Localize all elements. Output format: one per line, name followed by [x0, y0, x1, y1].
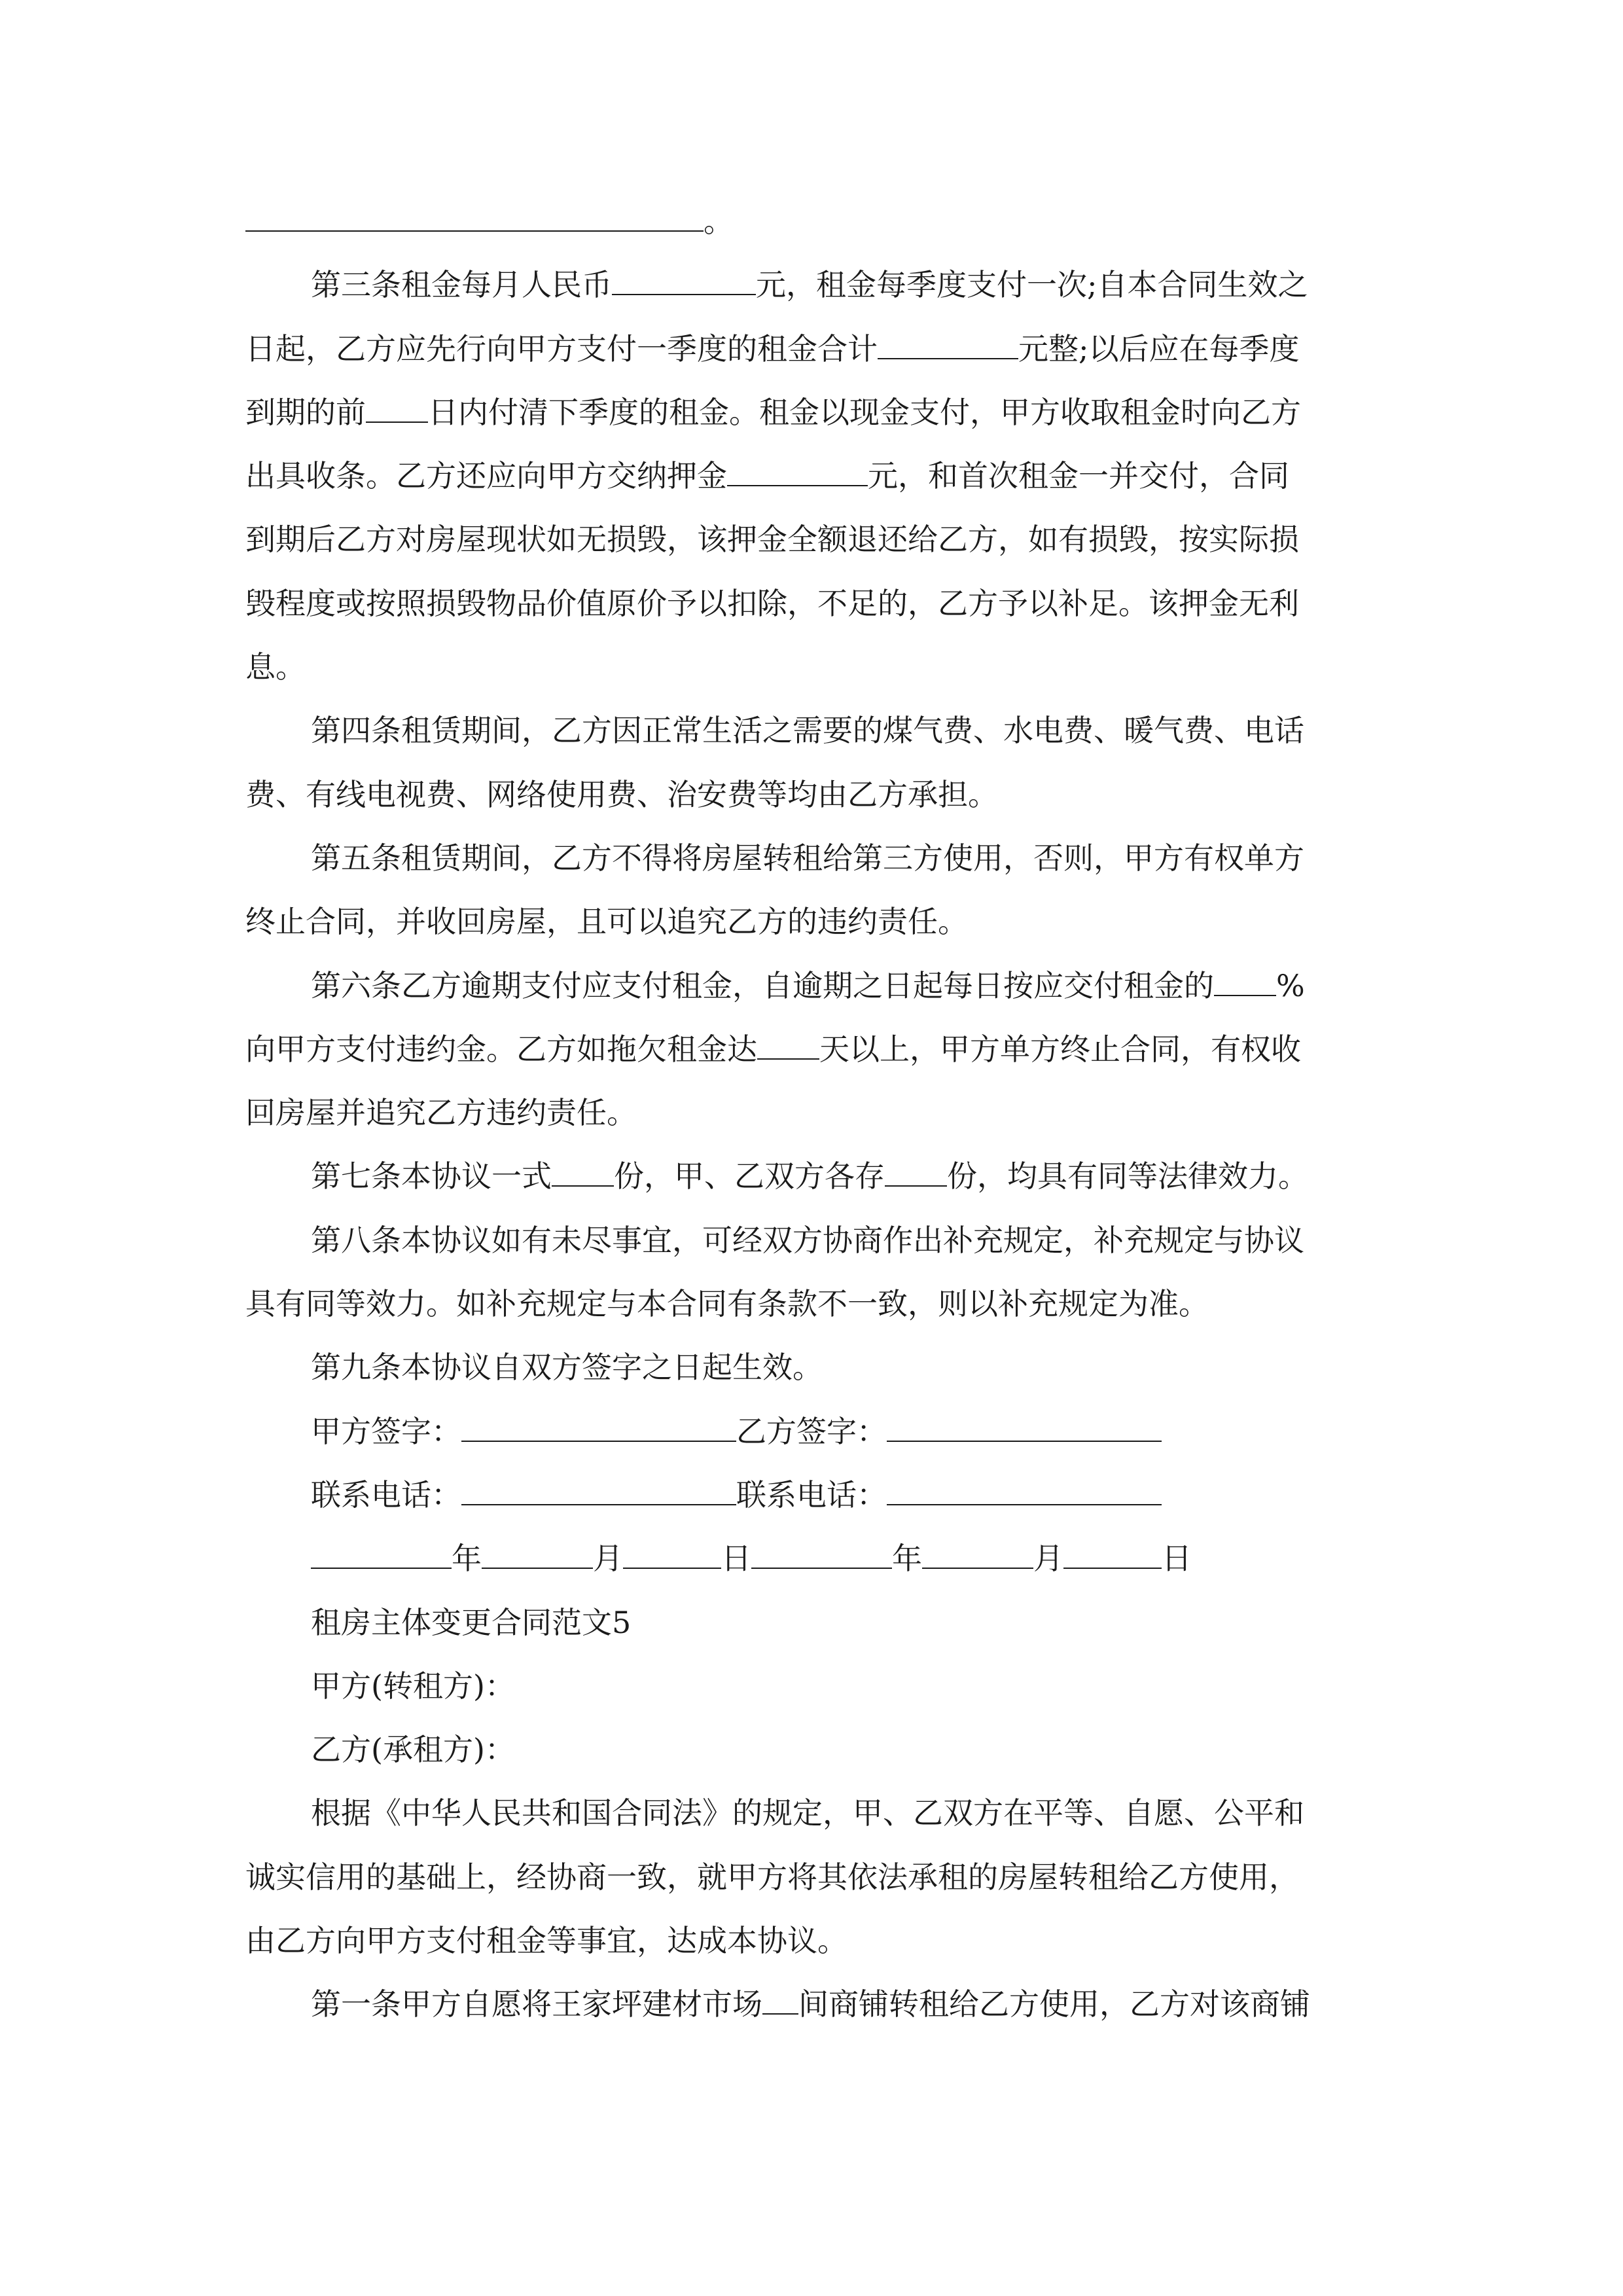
line-text: %: [1276, 967, 1305, 1003]
text-line: [245, 1336, 1387, 1399]
line-text: 到期的前: [245, 394, 366, 430]
text-line: [245, 1272, 1387, 1336]
year-a-blank: [311, 1543, 452, 1569]
text-line: [245, 444, 1387, 508]
text-line: [245, 381, 1387, 444]
line-text: 元，租金每季度支付一次;自本合同生效之: [756, 267, 1308, 303]
text-line: [245, 1081, 1387, 1145]
fill-blank: [552, 1160, 614, 1187]
line-text: 第四条租赁期间，乙方因正常生活之需要的煤气费、水电费、暖气费、电话: [311, 713, 1304, 749]
text-line: [245, 636, 1387, 699]
phone-b-blank: [887, 1479, 1162, 1505]
fill-blank: [757, 1033, 819, 1060]
fill-blank: [366, 397, 428, 423]
line-text: 天以上，甲方单方终止合同，有权收: [819, 1031, 1301, 1067]
day-a-label: 日: [721, 1541, 751, 1577]
line-text: 到期后乙方对房屋现状如无损毁，该押金全额退还给乙方，如有损毁，按实际损: [245, 522, 1299, 558]
text-line: [245, 190, 1387, 253]
text-line: [245, 763, 1387, 827]
line-text: 第五条租赁期间，乙方不得将房屋转租给第三方使用，否则，甲方有权单方: [311, 840, 1304, 876]
line-text: 终止合同，并收回房屋，且可以追究乙方的违约责任。: [245, 904, 968, 940]
month-a-label: 月: [593, 1541, 623, 1577]
text-line: [245, 1145, 1387, 1208]
fill-blank: [878, 333, 1018, 359]
contract-tail: [245, 1782, 1387, 2036]
line-text: 出具收条。乙方还应向甲方交纳押金: [245, 458, 727, 494]
line-text: 第七条本协议一式: [311, 1158, 552, 1194]
fill-blank: [885, 1160, 947, 1187]
document-page: [245, 190, 1387, 2037]
party-a-sign-label: 甲方签字：: [311, 1413, 461, 1449]
party-a-sign-blank: [461, 1416, 736, 1442]
phone-b-label: 联系电话：: [736, 1477, 887, 1513]
line-text: 份，均具有同等法律效力。: [947, 1158, 1308, 1194]
day-b-blank: [1063, 1543, 1162, 1569]
fill-blank: [612, 269, 756, 295]
line-text: 日内付清下季度的租金。租金以现金支付，甲方收取租金时向乙方: [428, 394, 1301, 430]
party-b-line: 乙方(承租方)：: [311, 1732, 515, 1768]
line-text: 元整;以后应在每季度: [1018, 331, 1300, 367]
month-a-blank: [482, 1543, 593, 1569]
fill-blank: [762, 1988, 798, 2015]
year-a-label: 年: [452, 1541, 482, 1577]
line-text: 息。: [245, 649, 306, 685]
fill-blank: [245, 206, 704, 232]
text-line: [245, 1782, 1387, 1845]
line-text: 向甲方支付违约金。乙方如拖欠租金达: [245, 1031, 757, 1067]
date-row: [245, 1527, 1387, 1590]
text-line: [245, 954, 1387, 1018]
line-text: 回房屋并追究乙方违约责任。: [245, 1095, 637, 1131]
text-line: [245, 1973, 1387, 2036]
line-text: 日起，乙方应先行向甲方支付一季度的租金合计: [245, 331, 878, 367]
text-line: [245, 317, 1387, 381]
line-text: 。: [704, 204, 734, 239]
section-title: 租房主体变更合同范文5: [311, 1604, 632, 1640]
text-line: [245, 253, 1387, 317]
line-text: 第一条甲方自愿将王家坪建材市场: [311, 1986, 762, 2022]
text-line: [245, 827, 1387, 890]
text-line: [245, 1909, 1387, 1973]
line-text: 毁程度或按照损毁物品价值原价予以扣除，不足的，乙方予以补足。该押金无利: [245, 585, 1299, 621]
line-text: 第三条租金每月人民币: [311, 267, 612, 303]
line-text: 诚实信用的基础上，经协商一致，就甲方将其依法承租的房屋转租给乙方使用，: [245, 1859, 1299, 1895]
line-text: 份，甲、乙双方各存: [614, 1158, 885, 1194]
fill-blank: [727, 460, 868, 486]
signature-row: [245, 1400, 1387, 1463]
phone-row: [245, 1463, 1387, 1527]
day-a-blank: [623, 1543, 721, 1569]
text-line: [245, 1846, 1387, 1909]
line-text: 间商铺转租给乙方使用，乙方对该商铺: [798, 1986, 1310, 2022]
text-line: [245, 699, 1387, 762]
month-b-label: 月: [1033, 1541, 1063, 1577]
line-text: 第八条本协议如有未尽事宜，可经双方协商作出补充规定，补充规定与协议: [311, 1222, 1304, 1258]
line-text: 元，和首次租金一并交付，合同: [868, 458, 1289, 494]
text-line: [245, 1209, 1387, 1272]
year-b-blank: [751, 1543, 892, 1569]
line-text: 由乙方向甲方支付租金等事宜，达成本协议。: [245, 1923, 847, 1959]
line-text: 第六条乙方逾期支付应支付租金，自逾期之日起每日按应交付租金的: [311, 967, 1214, 1003]
line-text: 费、有线电视费、网络使用费、治安费等均由乙方承担。: [245, 776, 998, 812]
line-text: 具有同等效力。如补充规定与本合同有条款不一致，则以补充规定为准。: [245, 1286, 1209, 1322]
party-b-sign-label: 乙方签字：: [736, 1413, 887, 1449]
text-line: [245, 1018, 1387, 1081]
phone-a-label: 联系电话：: [311, 1477, 461, 1513]
text-line: [245, 890, 1387, 954]
party-a-line: 甲方(转租方)：: [311, 1668, 515, 1704]
line-text: 第九条本协议自双方签字之日起生效。: [311, 1350, 823, 1386]
party-b-sign-blank: [887, 1416, 1162, 1442]
text-line: [245, 508, 1387, 571]
year-b-label: 年: [892, 1541, 922, 1577]
line-text: 根据《中华人民共和国合同法》的规定，甲、乙双方在平等、自愿、公平和: [311, 1795, 1304, 1831]
phone-a-blank: [461, 1479, 736, 1505]
text-line: [245, 572, 1387, 636]
day-b-label: 日: [1162, 1541, 1192, 1577]
contract-body: [245, 190, 1387, 1400]
month-b-blank: [922, 1543, 1033, 1569]
fill-blank: [1214, 970, 1276, 996]
